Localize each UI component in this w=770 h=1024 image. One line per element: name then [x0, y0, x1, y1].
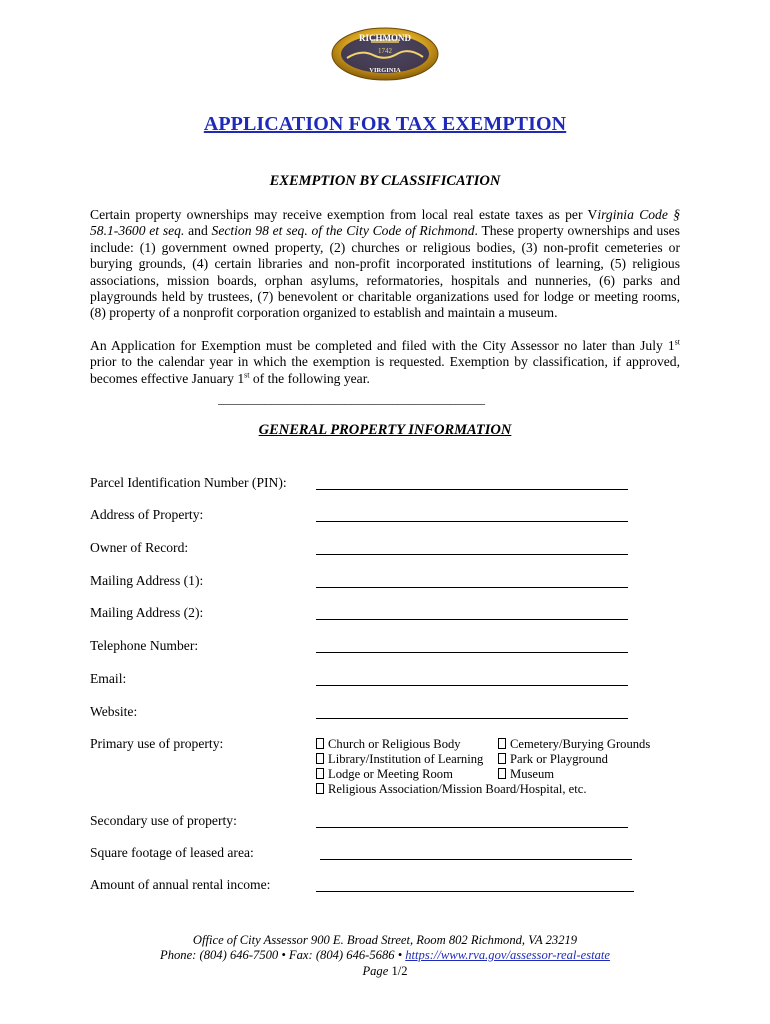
website-label: Website: [90, 704, 138, 719]
checkbox[interactable] [498, 738, 506, 749]
checkbox[interactable] [316, 753, 324, 764]
option-religious-association[interactable]: Religious Association/Mission Board/Hospital, etc. [316, 782, 587, 797]
checkbox[interactable] [316, 783, 324, 794]
checkbox[interactable] [498, 753, 506, 764]
logo-mid-text: 1742 [378, 47, 392, 55]
mailing-address-2-label: Mailing Address (2): [90, 605, 204, 620]
option-museum[interactable]: Museum [498, 767, 554, 782]
checkbox[interactable] [316, 768, 324, 779]
email-field[interactable] [316, 685, 628, 686]
richmond-city-seal-logo [331, 27, 439, 81]
mailing-address-1-field[interactable] [316, 587, 628, 588]
option-cemetery[interactable]: Cemetery/Burying Grounds [498, 737, 650, 752]
subtitle: EXEMPTION BY CLASSIFICATION [269, 173, 501, 189]
page-title: APPLICATION FOR TAX EXEMPTION [203, 113, 567, 135]
square-footage-label: Square footage of leased area: [90, 845, 254, 860]
email-label: Email: [90, 671, 127, 686]
square-footage-field[interactable] [320, 859, 632, 860]
deadline-paragraph: An Application for Exemption must be completed and filed with the City Assessor no later than July 1st prior to the calendar year in which the exemption is requested. Exemption by classification, if approved, becomes effective January 1st of the following year. [90, 337, 680, 386]
checkbox[interactable] [316, 738, 324, 749]
rental-income-label: Amount of annual rental income: [90, 877, 271, 892]
telephone-label: Telephone Number: [90, 638, 199, 653]
address-field[interactable] [316, 521, 628, 522]
separator-line: ______________________________________________ [218, 392, 485, 406]
option-park[interactable]: Park or Playground [498, 752, 608, 767]
owner-field[interactable] [316, 554, 628, 555]
owner-label: Owner of Record: [90, 540, 189, 555]
option-library[interactable]: Library/Institution of Learning [316, 752, 483, 767]
logo-bottom-text: VIRGINIA [369, 67, 401, 74]
footer-office-address: Office of City Assessor 900 E. Broad Street, Room 802 Richmond, VA 23219 [192, 933, 578, 947]
option-church[interactable]: Church or Religious Body [316, 737, 461, 752]
intro-paragraph: Certain property ownerships may receive exemption from local real estate taxes as per Virginia Code § 58.1-3600 et seq. and Section 98 et seq. of the City Code of Richmond. These property ownerships and uses include: (1) government owned property, (2) churches or religious bodies, (3) non-profit cemeteries or burying grounds, (4) certain libraries and non-profit incorporated institutions of learning, (5) religious associations, mission boards, orphan asylums, reformatories, hospitals and nunneries, (6) parks and playgrounds held by trustees, (7) benevolent or charitable organizations used for lodge or meeting rooms, (8) property of a nonprofit corporation organized to establish and maintain a museum. [90, 207, 680, 321]
secondary-use-field[interactable] [316, 827, 628, 828]
page-number: Page 1/2 [362, 964, 408, 978]
pin-field[interactable] [316, 489, 628, 490]
option-lodge[interactable]: Lodge or Meeting Room [316, 767, 453, 782]
address-label: Address of Property: [90, 507, 204, 522]
logo-top-text: RICHMOND [359, 33, 411, 43]
section-title: GENERAL PROPERTY INFORMATION [258, 422, 512, 438]
mailing-address-1-label: Mailing Address (1): [90, 573, 204, 588]
website-field[interactable] [316, 718, 628, 719]
telephone-field[interactable] [316, 652, 628, 653]
footer-contact: Phone: (804) 646-7500 • Fax: (804) 646-5686 • https://www.rva.gov/assessor-real-estate [160, 948, 610, 962]
primary-use-label: Primary use of property: [90, 736, 224, 751]
rental-income-field[interactable] [316, 891, 634, 892]
assessor-website-link[interactable]: https://www.rva.gov/assessor-real-estate [405, 948, 610, 962]
secondary-use-label: Secondary use of property: [90, 813, 237, 828]
checkbox[interactable] [498, 768, 506, 779]
mailing-address-2-field[interactable] [316, 619, 628, 620]
pin-label: Parcel Identification Number (PIN): [90, 475, 287, 490]
